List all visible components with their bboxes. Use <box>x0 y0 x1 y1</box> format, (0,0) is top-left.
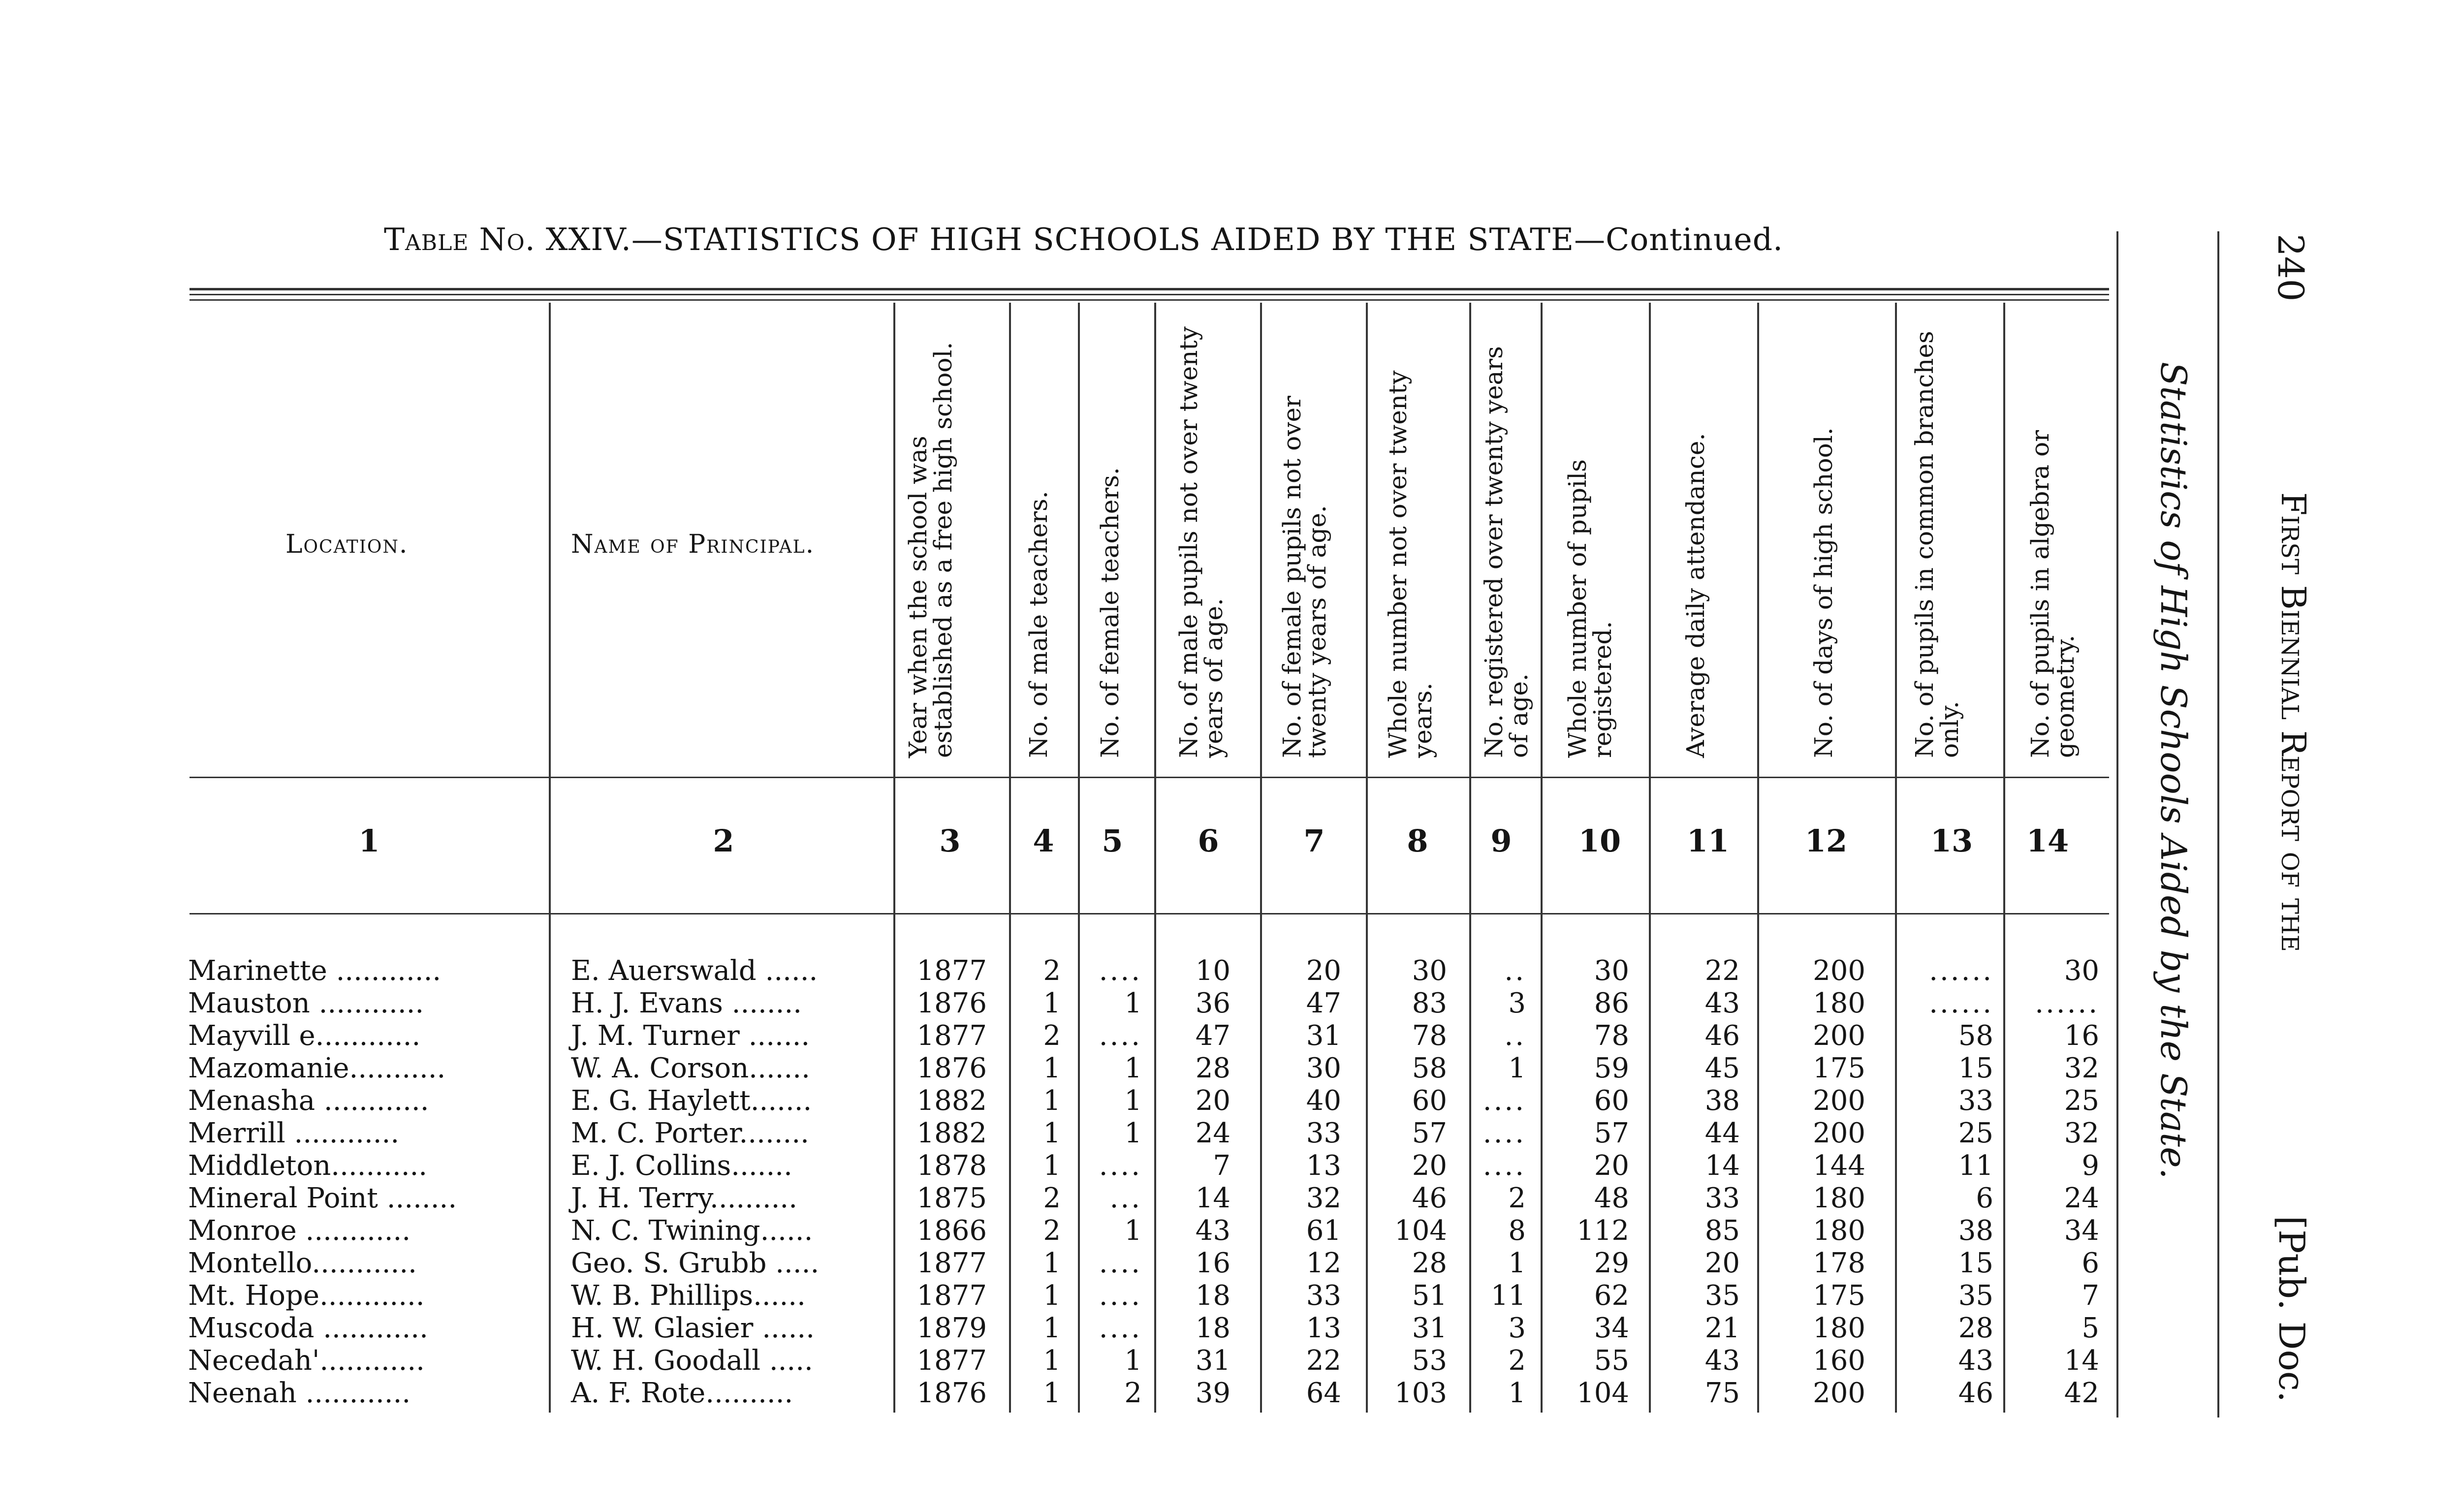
common-branches-cell: 35 <box>1958 1280 1993 1312</box>
female-teachers-cell: 2 <box>1124 1377 1142 1409</box>
column-divider-1 <box>549 303 551 1413</box>
principal-cell: E. G. Haylett....... <box>571 1085 812 1117</box>
table-title-label: Table No. XXIV. <box>384 221 631 257</box>
whole-not-over-cell: 78 <box>1412 1020 1447 1052</box>
male-teachers-header: No. of male teachers. <box>1024 491 1053 758</box>
whole-registered-cell: 29 <box>1594 1247 1629 1279</box>
whole-registered-cell: 112 <box>1577 1215 1629 1247</box>
male-pupils-cell: 43 <box>1195 1215 1230 1247</box>
principal-cell: H. W. Glasier ...... <box>571 1312 815 1344</box>
female-teachers-header: No. of female teachers. <box>1096 467 1124 758</box>
female-teachers-cell: .... <box>1099 1020 1142 1052</box>
principal-cell: W. B. Phillips...... <box>571 1280 806 1312</box>
female-teachers-cell: 1 <box>1124 1215 1142 1247</box>
female-teachers-cell: .... <box>1099 1150 1142 1182</box>
location-cell: Mazomanie........... <box>188 1052 446 1084</box>
column-divider-9 <box>1541 303 1543 1413</box>
report-title: First Biennial Report of the <box>2273 492 2312 952</box>
column-number-11: 11 <box>1686 823 1730 859</box>
whole-registered-cell: 34 <box>1594 1312 1629 1344</box>
location-header: Location. <box>285 530 409 559</box>
whole-registered-header: Whole number of pupils registered. <box>1563 459 1617 758</box>
whole-not-over-cell: 28 <box>1412 1247 1447 1279</box>
year-cell: 1879 <box>916 1312 987 1344</box>
female-pupils-cell: 47 <box>1306 987 1341 1019</box>
female-teachers-cell: .... <box>1099 1312 1142 1344</box>
algebra-geometry-cell: 16 <box>2064 1020 2099 1052</box>
whole-not-over-cell: 103 <box>1394 1377 1447 1409</box>
female-pupils-cell: 33 <box>1306 1117 1341 1149</box>
location-cell: Merrill ............ <box>188 1117 400 1149</box>
column-number-10: 10 <box>1578 823 1621 859</box>
female-teachers-cell: .... <box>1099 1247 1142 1279</box>
male-teachers-cell: 1 <box>1043 1150 1061 1182</box>
whole-not-over-cell: 60 <box>1412 1085 1447 1117</box>
common-branches-cell: 6 <box>1976 1182 1993 1214</box>
days-cell: 180 <box>1813 1215 1865 1247</box>
female-pupils-cell: 33 <box>1306 1280 1341 1312</box>
female-pupils-cell: 40 <box>1306 1085 1341 1117</box>
common-branches-cell: ...... <box>1929 955 1993 987</box>
column-number-rule <box>189 913 2109 914</box>
attendance-cell: 75 <box>1704 1377 1740 1409</box>
attendance-cell: 38 <box>1704 1085 1740 1117</box>
female-pupils-header: No. of female pupils not over twenty years of age. <box>1278 396 1331 758</box>
algebra-geometry-cell: 9 <box>2082 1150 2099 1182</box>
registered-over-cell: 11 <box>1490 1280 1526 1312</box>
outer-right-border <box>2217 231 2219 1418</box>
male-pupils-cell: 18 <box>1195 1312 1230 1344</box>
header-bottom-rule <box>189 777 2109 778</box>
days-cell: 200 <box>1813 1377 1865 1409</box>
attendance-cell: 43 <box>1704 1345 1740 1377</box>
male-pupils-header: No. of male pupils not over twenty years of age. <box>1174 326 1228 758</box>
common-branches-cell: 28 <box>1958 1312 1993 1344</box>
principal-cell: W. A. Corson....... <box>571 1052 810 1084</box>
days-cell: 144 <box>1813 1150 1865 1182</box>
female-pupils-cell: 32 <box>1306 1182 1341 1214</box>
days-cell: 175 <box>1813 1280 1865 1312</box>
male-teachers-cell: 1 <box>1043 1247 1061 1279</box>
column-number-2: 2 <box>713 823 734 859</box>
whole-registered-cell: 62 <box>1594 1280 1629 1312</box>
registered-over-cell: .... <box>1483 1085 1526 1117</box>
table-title-text: —STATISTICS OF HIGH SCHOOLS AIDED BY THE STATE—Continued. <box>631 221 1784 257</box>
column-number-7: 7 <box>1303 823 1325 859</box>
top-rule-2 <box>189 294 2109 295</box>
column-number-9: 9 <box>1490 823 1512 859</box>
year-cell: 1877 <box>916 1247 987 1279</box>
male-teachers-cell: 1 <box>1043 1085 1061 1117</box>
male-teachers-cell: 1 <box>1043 1117 1061 1149</box>
registered-over-twenty-header: No. registered over twenty years of age. <box>1480 346 1533 758</box>
algebra-geometry-cell: 32 <box>2064 1052 2099 1084</box>
principal-cell: N. C. Twining...... <box>571 1215 813 1247</box>
principal-cell: J. M. Turner ....... <box>571 1020 810 1052</box>
column-number-3: 3 <box>939 823 961 859</box>
column-number-12: 12 <box>1804 823 1848 859</box>
days-cell: 180 <box>1813 1312 1865 1344</box>
female-pupils-cell: 13 <box>1306 1150 1341 1182</box>
female-pupils-cell: 30 <box>1306 1052 1341 1084</box>
male-teachers-cell: 2 <box>1043 955 1061 987</box>
algebra-geometry-cell: 7 <box>2082 1280 2099 1312</box>
whole-not-over-cell: 20 <box>1412 1150 1447 1182</box>
whole-registered-cell: 30 <box>1594 955 1629 987</box>
year-cell: 1877 <box>916 955 987 987</box>
year-cell: 1877 <box>916 1020 987 1052</box>
column-number-5: 5 <box>1102 823 1123 859</box>
algebra-geometry-cell: 24 <box>2064 1182 2099 1214</box>
algebra-geometry-cell: 42 <box>2064 1377 2099 1409</box>
location-cell: Mineral Point ........ <box>188 1182 457 1214</box>
column-divider-5 <box>1154 303 1156 1413</box>
column-divider-11 <box>1757 303 1759 1413</box>
whole-number-not-over-header: Whole number not over twenty years. <box>1384 370 1437 758</box>
male-teachers-cell: 1 <box>1043 1377 1061 1409</box>
year-cell: 1866 <box>916 1215 987 1247</box>
common-branches-cell: 15 <box>1958 1052 1993 1084</box>
female-teachers-cell: 1 <box>1124 1052 1142 1084</box>
year-cell: 1882 <box>916 1085 987 1117</box>
principal-cell: W. H. Goodall ..... <box>571 1345 813 1377</box>
registered-over-cell: 1 <box>1508 1052 1526 1084</box>
whole-registered-cell: 104 <box>1577 1377 1629 1409</box>
principal-header: Name of Principal. <box>571 530 815 559</box>
algebra-geometry-cell: 5 <box>2082 1312 2099 1344</box>
attendance-cell: 21 <box>1704 1312 1740 1344</box>
male-pupils-cell: 39 <box>1195 1377 1230 1409</box>
female-teachers-cell: 1 <box>1124 1345 1142 1377</box>
column-divider-7 <box>1366 303 1368 1413</box>
top-rule-3 <box>189 299 2109 301</box>
male-teachers-cell: 2 <box>1043 1020 1061 1052</box>
registered-over-cell: .. <box>1504 1020 1526 1052</box>
registered-over-cell: 1 <box>1508 1377 1526 1409</box>
whole-registered-cell: 60 <box>1594 1085 1629 1117</box>
female-teachers-cell: 1 <box>1124 1117 1142 1149</box>
column-divider-3 <box>1009 303 1011 1413</box>
principal-cell: M. C. Porter........ <box>571 1117 809 1149</box>
female-pupils-cell: 61 <box>1306 1215 1341 1247</box>
whole-not-over-cell: 53 <box>1412 1345 1447 1377</box>
average-attendance-header: Average daily attendance. <box>1681 433 1710 758</box>
location-cell: Neenah ............ <box>188 1377 411 1409</box>
algebra-geometry-cell: 32 <box>2064 1117 2099 1149</box>
female-teachers-cell: ... <box>1109 1182 1142 1214</box>
top-rule-1 <box>189 288 2109 290</box>
location-cell: Monroe ............ <box>188 1215 411 1247</box>
female-teachers-cell: 1 <box>1124 987 1142 1019</box>
side-title: Statistics of High Schools Aided by the State. <box>2153 362 2194 1179</box>
column-number-14: 14 <box>2026 823 2069 859</box>
location-cell: Middleton........... <box>188 1150 428 1182</box>
common-branches-cell: 33 <box>1958 1085 1993 1117</box>
male-pupils-cell: 24 <box>1195 1117 1230 1149</box>
location-cell: Mt. Hope............ <box>188 1280 425 1312</box>
female-pupils-cell: 64 <box>1306 1377 1341 1409</box>
algebra-geometry-header: No. of pupils in algebra or geometry. <box>2026 430 2080 758</box>
whole-not-over-cell: 104 <box>1394 1215 1447 1247</box>
principal-cell: E. Auerswald ...... <box>571 955 818 987</box>
year-cell: 1882 <box>916 1117 987 1149</box>
female-teachers-cell: 1 <box>1124 1085 1142 1117</box>
table-title <box>384 221 1984 257</box>
common-branches-cell: ...... <box>1929 987 1993 1019</box>
column-number-13: 13 <box>1930 823 1973 859</box>
female-pupils-cell: 20 <box>1306 955 1341 987</box>
principal-cell: H. J. Evans ........ <box>571 987 802 1019</box>
registered-over-cell: 3 <box>1508 987 1526 1019</box>
attendance-cell: 14 <box>1704 1150 1740 1182</box>
algebra-geometry-cell: 14 <box>2064 1345 2099 1377</box>
attendance-cell: 33 <box>1704 1182 1740 1214</box>
whole-registered-cell: 48 <box>1594 1182 1629 1214</box>
whole-registered-cell: 78 <box>1594 1020 1629 1052</box>
common-branches-cell: 11 <box>1958 1150 1993 1182</box>
year-cell: 1877 <box>916 1345 987 1377</box>
whole-not-over-cell: 31 <box>1412 1312 1447 1344</box>
whole-not-over-cell: 46 <box>1412 1182 1447 1214</box>
male-pupils-cell: 14 <box>1195 1182 1230 1214</box>
attendance-cell: 20 <box>1704 1247 1740 1279</box>
location-cell: Mauston ............ <box>188 987 424 1019</box>
attendance-cell: 46 <box>1704 1020 1740 1052</box>
location-cell: Necedah'............ <box>188 1345 425 1377</box>
common-branches-cell: 43 <box>1958 1345 1993 1377</box>
male-teachers-cell: 1 <box>1043 1280 1061 1312</box>
year-cell: 1876 <box>916 987 987 1019</box>
days-high-school-header: No. of days of high school. <box>1809 427 1838 758</box>
male-pupils-cell: 16 <box>1195 1247 1230 1279</box>
male-pupils-cell: 18 <box>1195 1280 1230 1312</box>
female-pupils-cell: 22 <box>1306 1345 1341 1377</box>
whole-not-over-cell: 83 <box>1412 987 1447 1019</box>
female-pupils-cell: 13 <box>1306 1312 1341 1344</box>
male-teachers-cell: 1 <box>1043 987 1061 1019</box>
female-pupils-cell: 31 <box>1306 1020 1341 1052</box>
whole-not-over-cell: 51 <box>1412 1280 1447 1312</box>
location-cell: Mayvill e............ <box>188 1020 421 1052</box>
registered-over-cell: 3 <box>1508 1312 1526 1344</box>
days-cell: 178 <box>1813 1247 1865 1279</box>
attendance-cell: 44 <box>1704 1117 1740 1149</box>
attendance-cell: 85 <box>1704 1215 1740 1247</box>
column-divider-6 <box>1260 303 1262 1413</box>
whole-registered-cell: 20 <box>1594 1150 1629 1182</box>
common-branches-cell: 15 <box>1958 1247 1993 1279</box>
year-cell: 1876 <box>916 1052 987 1084</box>
year-established-header: Year when the school was established as a free high school. <box>904 342 957 758</box>
column-divider-12 <box>1895 303 1897 1413</box>
whole-registered-cell: 86 <box>1594 987 1629 1019</box>
registered-over-cell: .. <box>1504 955 1526 987</box>
location-cell: Montello............ <box>188 1247 417 1279</box>
male-pupils-cell: 36 <box>1195 987 1230 1019</box>
whole-registered-cell: 59 <box>1594 1052 1629 1084</box>
male-teachers-cell: 1 <box>1043 1052 1061 1084</box>
column-divider-2 <box>893 303 895 1413</box>
algebra-geometry-cell: 30 <box>2064 955 2099 987</box>
column-divider-10 <box>1649 303 1651 1413</box>
days-cell: 180 <box>1813 987 1865 1019</box>
days-cell: 200 <box>1813 1117 1865 1149</box>
whole-not-over-cell: 30 <box>1412 955 1447 987</box>
days-cell: 175 <box>1813 1052 1865 1084</box>
algebra-geometry-cell: 34 <box>2064 1215 2099 1247</box>
algebra-geometry-cell: 25 <box>2064 1085 2099 1117</box>
female-teachers-cell: .... <box>1099 1280 1142 1312</box>
days-cell: 180 <box>1813 1182 1865 1214</box>
registered-over-cell: 2 <box>1508 1182 1526 1214</box>
algebra-geometry-cell: ...... <box>2035 987 2099 1019</box>
year-cell: 1875 <box>916 1182 987 1214</box>
male-teachers-cell: 1 <box>1043 1345 1061 1377</box>
column-number-6: 6 <box>1198 823 1219 859</box>
principal-cell: Geo. S. Grubb ..... <box>571 1247 820 1279</box>
year-cell: 1877 <box>916 1280 987 1312</box>
common-branches-cell: 25 <box>1958 1117 1993 1149</box>
location-cell: Muscoda ............ <box>188 1312 428 1344</box>
male-teachers-cell: 1 <box>1043 1312 1061 1344</box>
male-teachers-cell: 2 <box>1043 1182 1061 1214</box>
days-cell: 160 <box>1813 1345 1865 1377</box>
principal-cell: J. H. Terry.......... <box>571 1182 798 1214</box>
days-cell: 200 <box>1813 1020 1865 1052</box>
whole-not-over-cell: 57 <box>1412 1117 1447 1149</box>
registered-over-cell: .... <box>1483 1117 1526 1149</box>
male-pupils-cell: 47 <box>1195 1020 1230 1052</box>
male-pupils-cell: 20 <box>1195 1085 1230 1117</box>
male-pupils-cell: 31 <box>1195 1345 1230 1377</box>
whole-registered-cell: 57 <box>1594 1117 1629 1149</box>
column-divider-8 <box>1469 303 1471 1413</box>
attendance-cell: 43 <box>1704 987 1740 1019</box>
common-branches-cell: 58 <box>1958 1020 1993 1052</box>
common-branches-cell: 38 <box>1958 1215 1993 1247</box>
principal-cell: E. J. Collins....... <box>571 1150 792 1182</box>
algebra-geometry-cell: 6 <box>2082 1247 2099 1279</box>
year-cell: 1878 <box>916 1150 987 1182</box>
male-teachers-cell: 2 <box>1043 1215 1061 1247</box>
attendance-cell: 35 <box>1704 1280 1740 1312</box>
location-cell: Marinette ............ <box>188 955 442 987</box>
registered-over-cell: .... <box>1483 1150 1526 1182</box>
publication-document-label: [Pub. Doc. <box>2271 1216 2312 1403</box>
column-number-4: 4 <box>1033 823 1054 859</box>
attendance-cell: 45 <box>1704 1052 1740 1084</box>
male-pupils-cell: 7 <box>1213 1150 1230 1182</box>
registered-over-cell: 1 <box>1508 1247 1526 1279</box>
registered-over-cell: 8 <box>1508 1215 1526 1247</box>
male-pupils-cell: 10 <box>1195 955 1230 987</box>
days-cell: 200 <box>1813 955 1865 987</box>
days-cell: 200 <box>1813 1085 1865 1117</box>
column-divider-4 <box>1078 303 1080 1413</box>
location-cell: Menasha ............ <box>188 1085 429 1117</box>
year-cell: 1876 <box>916 1377 987 1409</box>
right-table-border <box>2116 231 2118 1418</box>
principal-cell: A. F. Rote.......... <box>571 1377 793 1409</box>
male-pupils-cell: 28 <box>1195 1052 1230 1084</box>
whole-registered-cell: 55 <box>1594 1345 1629 1377</box>
page-number: 240 <box>2270 234 2311 302</box>
female-teachers-cell: .... <box>1099 955 1142 987</box>
attendance-cell: 22 <box>1704 955 1740 987</box>
column-number-1: 1 <box>358 823 380 859</box>
common-branches-cell: 46 <box>1958 1377 1993 1409</box>
female-pupils-cell: 12 <box>1306 1247 1341 1279</box>
column-number-8: 8 <box>1407 823 1428 859</box>
registered-over-cell: 2 <box>1508 1345 1526 1377</box>
column-divider-13 <box>2003 303 2005 1413</box>
whole-not-over-cell: 58 <box>1412 1052 1447 1084</box>
common-branches-header: No. of pupils in common branches only. <box>1910 331 1964 758</box>
